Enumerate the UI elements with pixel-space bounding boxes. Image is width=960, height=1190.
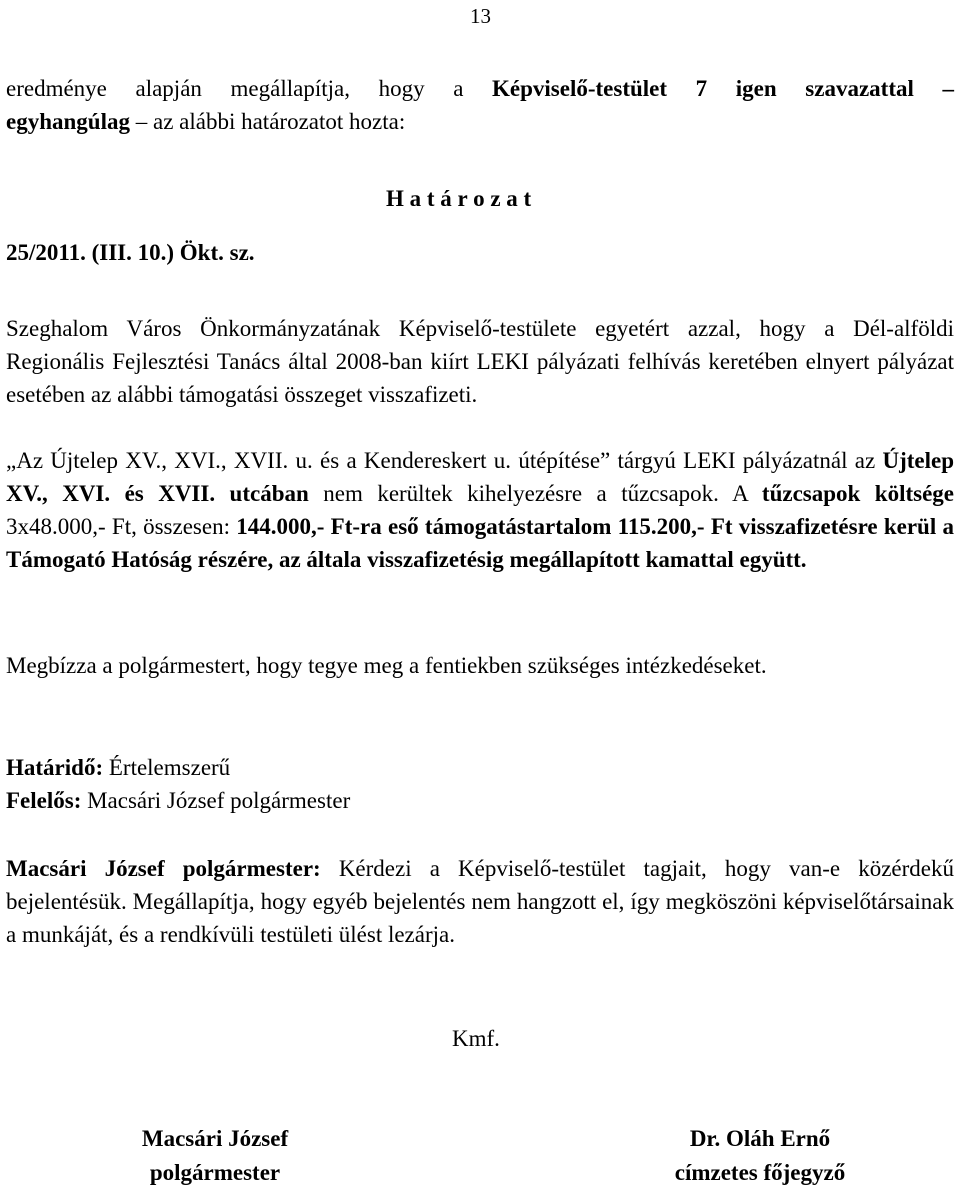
closing-speaker: Macsári József polgármester:: [6, 856, 321, 881]
intro-text-2: – az alábbi határozatot hozta:: [129, 109, 406, 134]
hydrant-cost-label: tűzcsapok költsége: [761, 481, 954, 506]
intro-unanimous: egyhangúlag: [6, 109, 130, 134]
responsible-value: Macsári József polgármester: [81, 788, 351, 813]
resolution-paragraph-3: Megbízza a polgármestert, hogy tegye meg a fentiekben szükséges intézkedéseket.: [6, 653, 767, 678]
deadline-line: [6, 751, 954, 784]
intro-line-1: [6, 72, 954, 105]
intro-vote-result: Képviselő-testület 7 igen szavazattal –: [492, 76, 954, 101]
responsible-line: [6, 784, 954, 817]
responsible-label: Felelős:: [6, 788, 82, 813]
resolution-paragraph-1: Szeghalom Város Önkormányzatának Képviselő-testülete egyetért azzal, hogy a Dél-alföldi Regionális Fejlesztési Tanács által 2008-ban kiírt LEKI pályázati felhívás keretében elnyert pályázat esetében az alábbi támogatási összeget visszafizeti.: [6, 316, 954, 407]
closing-paragraph: [6, 852, 954, 951]
signature-name: Dr. Oláh Ernő: [689, 1126, 831, 1151]
signature-name: Macsári József: [141, 1126, 289, 1151]
deadline-label: Határidő:: [6, 755, 104, 780]
signature-title: polgármester: [149, 1160, 281, 1185]
resolution-heading: H a t á r o z a t: [386, 186, 532, 211]
hydrants-text: nem kerültek kihelyezésre a tűzcsapok. A: [308, 481, 762, 506]
repayment-text: 144.000,- Ft-ra eső támogatástartalom 115.200,- Ft visszafizetésre kerül a Támogató Hatóság részére, az általa visszafizetésig megállapított kamattal együtt.: [6, 514, 954, 572]
intro-paragraph: [6, 72, 954, 138]
closing-text: Kérdezi a Képviselő-testület tagjait, hogy van-e közérdekű bejelentésük. Megállapítja, hogy egyéb bejelentés nem hangzott el, így megköszöni képviselőtársainak a munkáját, és a rendkívüli testületi ülést lezárja.: [6, 856, 954, 947]
deadline-value: Értelemszerű: [103, 755, 231, 780]
signature-notary: [620, 1122, 900, 1190]
page-number: 13: [470, 4, 491, 28]
resolution-number: [6, 236, 954, 269]
project-title: „Az Újtelep XV., XVI., XVII. u. és a Kendereskert u. útépítése” tárgyú LEKI pályázatnál az: [6, 448, 883, 473]
resolution-number-text: 25/2011. (III. 10.) Ökt. sz.: [6, 240, 255, 265]
intro-text: eredménye alapján megállapítja, hogy a: [6, 76, 493, 101]
hydrant-cost: 3x48.000,- Ft, összesen:: [6, 514, 237, 539]
streets: Újtelep XV., XVI. és XVII. utcában: [6, 448, 954, 506]
intro-line-2: [6, 105, 954, 138]
signature-mayor: [90, 1122, 340, 1190]
signature-title: címzetes főjegyző: [674, 1160, 846, 1185]
resolution-paragraph-2: [6, 444, 954, 576]
kmf: Kmf.: [452, 1026, 500, 1051]
